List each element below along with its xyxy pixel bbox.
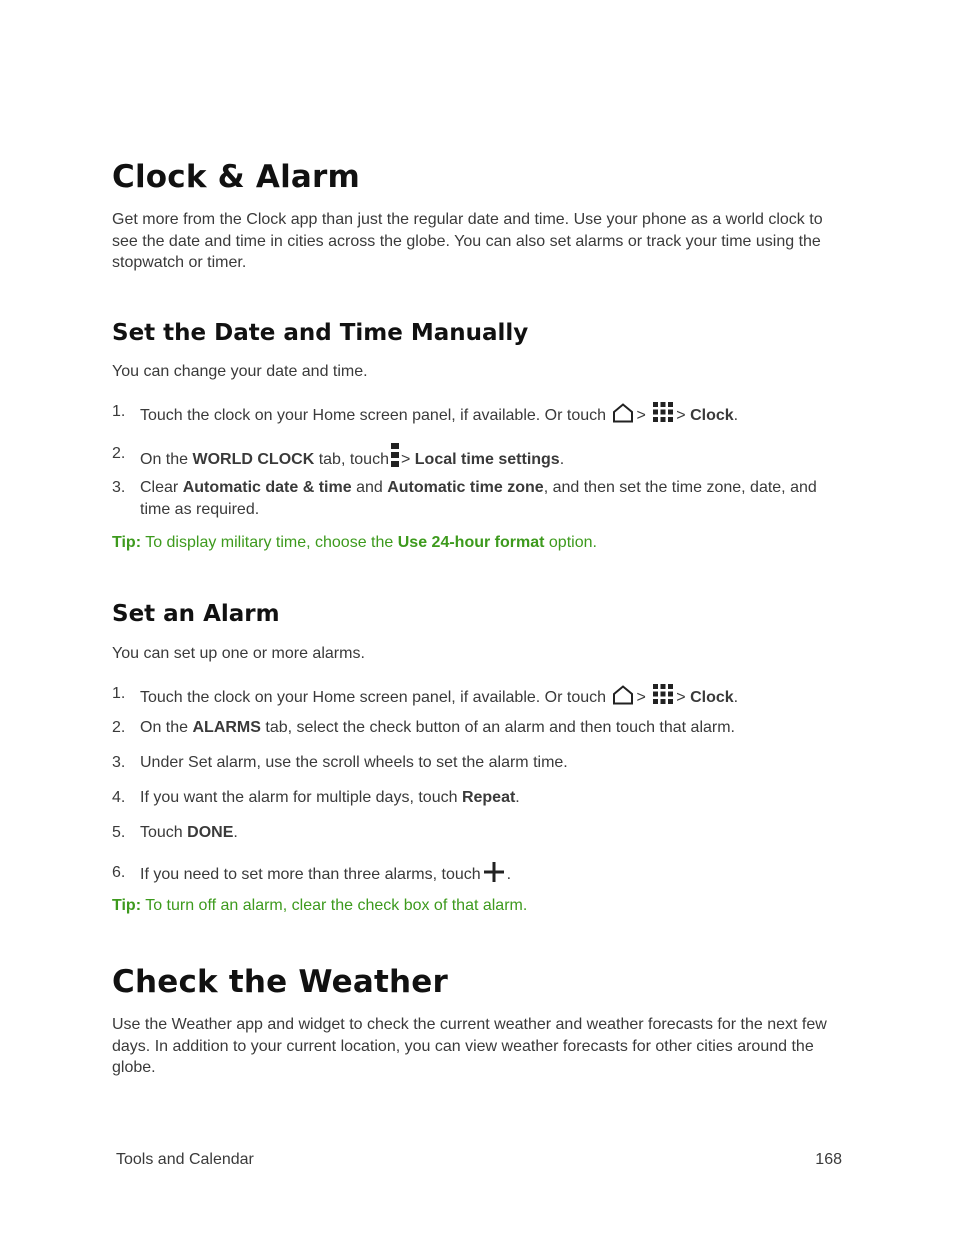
weather-title: Check the Weather — [112, 964, 448, 1000]
tip-note: Tip: To display military time, choose the Use 24-hour format option. — [112, 534, 597, 551]
apps-grid-icon — [652, 401, 674, 430]
alarm-heading: Set an Alarm — [112, 601, 280, 627]
page-title: Clock & Alarm — [112, 159, 361, 195]
footer-section: Tools and Calendar — [116, 1151, 254, 1168]
menu-dots-icon — [391, 443, 399, 474]
weather-intro: Use the Weather app and widget to check the current weather and weather forecasts for the next few days. In addition to your current location, you can view weather forecasts for other cities around the globe. — [112, 1016, 827, 1076]
page-number: 168 — [815, 1151, 842, 1168]
home-icon — [612, 685, 634, 712]
plus-icon — [483, 862, 505, 889]
tip-note: Tip: To turn off an alarm, clear the check box of that alarm. — [112, 897, 528, 914]
alarm-intro: You can set up one or more alarms. — [112, 645, 365, 662]
date-time-heading: Set the Date and Time Manually — [112, 320, 529, 346]
home-icon — [612, 403, 634, 430]
date-time-intro: You can change your date and time. — [112, 363, 368, 380]
apps-grid-icon — [652, 683, 674, 712]
clock-intro: Get more from the Clock app than just the regular date and time. Use your phone as a world clock to see the date and time in cities across the globe. You can also set alarms or track your time using the stopwatch or timer. — [112, 211, 823, 271]
